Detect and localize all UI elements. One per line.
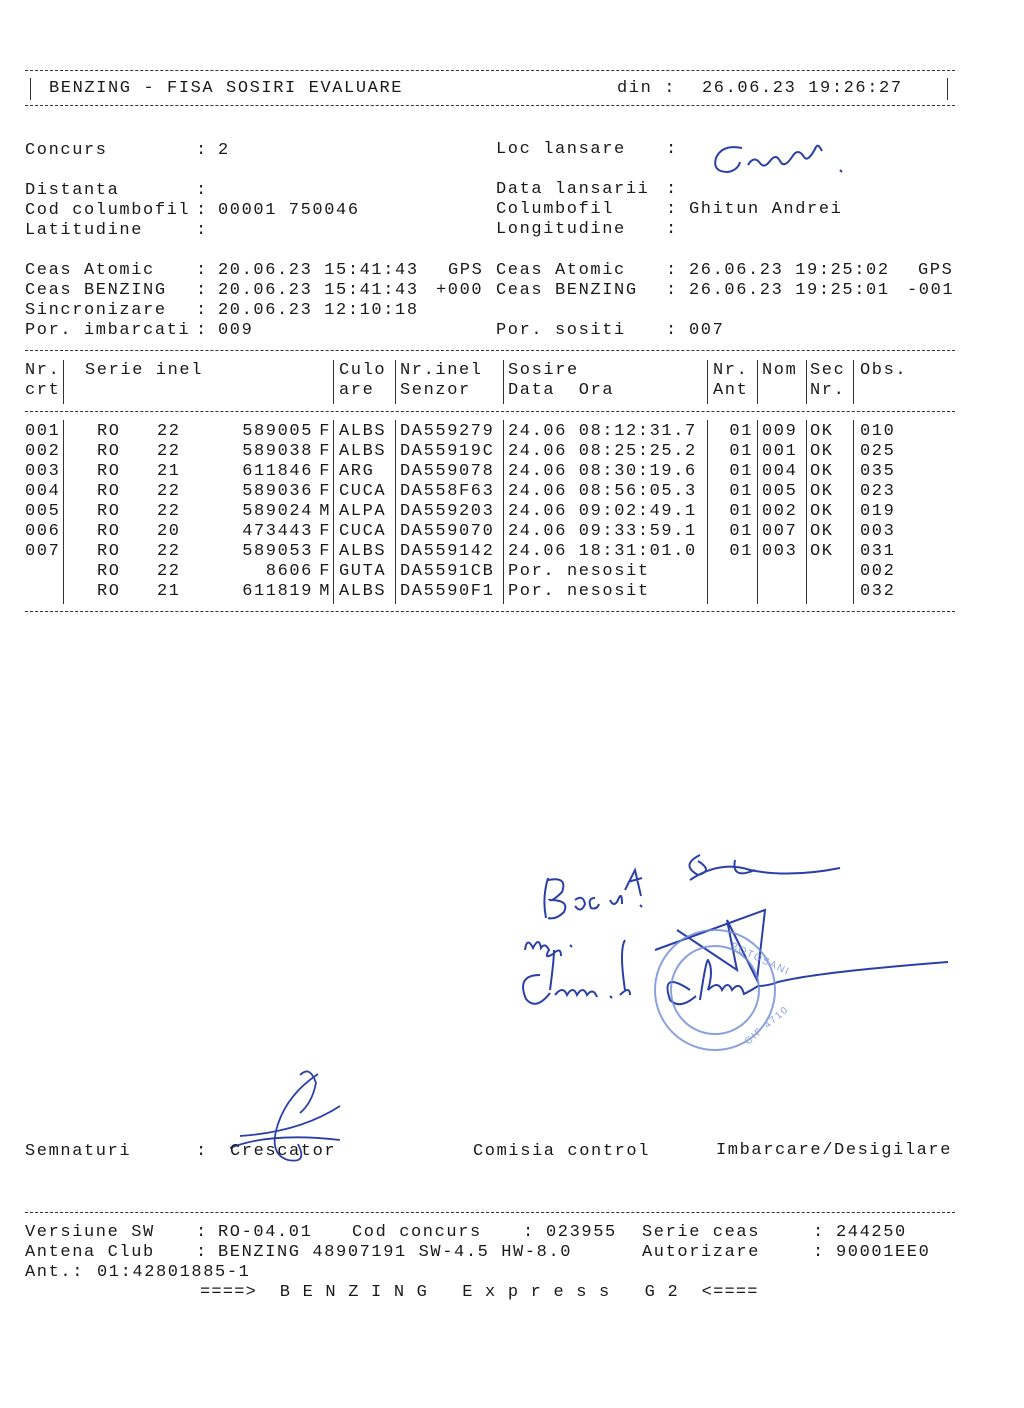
cell-nom: 004 (762, 462, 798, 481)
cell-numar: 589005 (242, 422, 313, 441)
cell-tara: RO (97, 582, 121, 601)
ceas-atomic-end-source: GPS (918, 261, 954, 280)
cell-an: 22 (157, 422, 181, 441)
cell-ant: 01 (729, 462, 753, 481)
columbofil-value: Ghitun Andrei (689, 200, 843, 219)
colon: : (666, 321, 678, 340)
colon: : (196, 181, 208, 200)
cell-sec: OK (810, 442, 834, 461)
imbarcati-value: 009 (218, 321, 254, 340)
cell-sex: F (319, 522, 331, 541)
cell-numar: 589053 (242, 542, 313, 561)
cell-obs: 032 (860, 582, 896, 601)
colon: : (196, 201, 208, 220)
imbarcare-label: Imbarcare/Desigilare (716, 1141, 953, 1160)
cell-sosire: 24.06 08:25:25.2 (508, 442, 697, 461)
cell-sec: OK (810, 422, 834, 441)
header-ant: Ant (713, 381, 749, 400)
cell-senzor: DA559279 (400, 422, 495, 441)
cell-ant: 01 (729, 542, 753, 561)
serie-ceas-value: 244250 (836, 1223, 907, 1242)
colon: : (666, 281, 678, 300)
cell-sosire: Por. nesosit (508, 562, 650, 581)
cell-senzor: DA558F63 (400, 482, 495, 501)
cell-tara: RO (97, 442, 121, 461)
cell-tara: RO (97, 562, 121, 581)
ceas-benzing-end: 26.06.23 19:25:01 (689, 281, 890, 300)
cell-ant: 01 (729, 442, 753, 461)
antena-value: BENZING 48907191 SW-4.5 HW-8.0 (218, 1243, 573, 1262)
cell-numar: 589036 (242, 482, 313, 501)
cell-nr: 003 (25, 462, 61, 481)
cell-senzor: DA5591CB (400, 562, 495, 581)
autorizare-value: 90001EE0 (836, 1243, 931, 1262)
cell-ant: 01 (729, 422, 753, 441)
svg-text:CIF 4710: CIF 4710 (742, 1004, 792, 1048)
colon: : (196, 321, 208, 340)
ant-value: 01:42801885-1 (97, 1263, 251, 1282)
cell-nom: 005 (762, 482, 798, 501)
latitudine-label: Latitudine (25, 221, 144, 240)
cell-numar: 8606 (265, 562, 313, 581)
cell-numar: 611846 (242, 462, 313, 481)
cell-sosire: 24.06 08:30:19.6 (508, 462, 697, 481)
cell-senzor: DA55919C (400, 442, 495, 461)
colon: : (196, 281, 208, 300)
serie-ceas-label: Serie ceas (642, 1223, 761, 1242)
cell-nr: 001 (25, 422, 61, 441)
cell-sec: OK (810, 542, 834, 561)
ceas-benzing-label: Ceas BENZING (25, 281, 167, 300)
ceas-atomic-label: Ceas Atomic (496, 261, 626, 280)
cell-nr: 002 (25, 442, 61, 461)
ceas-benzing-end-diff: -001 (907, 281, 955, 300)
columbofil-label: Columbofil (496, 200, 615, 219)
cell-culoare: CUCA (339, 522, 387, 541)
sincronizare-value: 20.06.23 12:10:18 (218, 301, 419, 320)
versiune-label: Versiune SW (25, 1223, 155, 1242)
document-title: BENZING - FISA SOSIRI EVALUARE (49, 79, 404, 98)
colon: : (666, 140, 678, 159)
cell-numar: 473443 (242, 522, 313, 541)
cell-sex: F (319, 422, 331, 441)
cell-obs: 023 (860, 482, 896, 501)
cell-sex: F (319, 462, 331, 481)
colon: : (666, 261, 678, 280)
cell-senzor: DA559142 (400, 542, 495, 561)
cell-an: 21 (157, 582, 181, 601)
cod-columbofil-label: Cod columbofil (25, 201, 191, 220)
header-culoare-2: are (339, 381, 375, 400)
header-sec: Sec (810, 361, 846, 380)
ceas-benzing-start: 20.06.23 15:41:43 (218, 281, 419, 300)
header-data-ora: Data Ora (508, 381, 615, 400)
cell-an: 20 (157, 522, 181, 541)
versiune-value: RO-04.01 (218, 1223, 313, 1242)
cell-sosire: 24.06 08:12:31.7 (508, 422, 697, 441)
cell-tara: RO (97, 482, 121, 501)
cell-nom: 007 (762, 522, 798, 541)
data-lansarii-label: Data lansarii (496, 180, 650, 199)
cell-culoare: ALBS (339, 542, 387, 561)
cell-obs: 010 (860, 422, 896, 441)
cell-sosire: 24.06 08:56:05.3 (508, 482, 697, 501)
handwritten-loc-signature (715, 146, 842, 172)
cell-sex: F (319, 442, 331, 461)
header-crt: crt (25, 381, 61, 400)
sincronizare-label: Sincronizare (25, 301, 167, 320)
cell-sosire: 24.06 09:33:59.1 (508, 522, 697, 541)
cell-sosire: 24.06 09:02:49.1 (508, 502, 697, 521)
cell-ant: 01 (729, 482, 753, 501)
cell-an: 22 (157, 542, 181, 561)
cell-tara: RO (97, 462, 121, 481)
cell-sec: OK (810, 482, 834, 501)
ceas-benzing-label: Ceas BENZING (496, 281, 638, 300)
benzing-banner: ====> B E N Z I N G E x p r e s s G 2 <==== (200, 1283, 759, 1302)
cell-obs: 003 (860, 522, 896, 541)
autorizare-label: Autorizare (642, 1243, 761, 1262)
cell-culoare: GUTA (339, 562, 387, 581)
colon: : (666, 220, 678, 239)
colon: : (813, 1223, 825, 1242)
cell-obs: 031 (860, 542, 896, 561)
cod-columbofil-value: 00001 750046 (218, 201, 360, 220)
header-nr: Nr. (25, 361, 61, 380)
cell-sec: OK (810, 462, 834, 481)
cod-concurs-label: Cod concurs (352, 1223, 482, 1242)
colon: : (196, 1142, 208, 1161)
ceas-atomic-end: 26.06.23 19:25:02 (689, 261, 890, 280)
cell-sosire: 24.06 18:31:01.0 (508, 542, 697, 561)
colon: : (196, 221, 208, 240)
cell-sex: M (319, 582, 331, 601)
concurs-value: 2 (218, 141, 230, 160)
cell-senzor: DA559070 (400, 522, 495, 541)
colon: : (523, 1223, 535, 1242)
cell-nr: 007 (25, 542, 61, 561)
cell-obs: 019 (860, 502, 896, 521)
cell-ant: 01 (729, 522, 753, 541)
cell-culoare: ARG (339, 462, 375, 481)
club-stamp (655, 930, 792, 1050)
comisia-control-label: Comisia control (473, 1142, 651, 1161)
header-obs: Obs. (860, 361, 908, 380)
cell-sex: F (319, 482, 331, 501)
cell-culoare: ALBS (339, 442, 387, 461)
cell-ant: 01 (729, 502, 753, 521)
cell-an: 22 (157, 442, 181, 461)
sositi-value: 007 (689, 321, 725, 340)
cell-senzor: DA559078 (400, 462, 495, 481)
cell-culoare: ALBS (339, 582, 387, 601)
cell-nom: 009 (762, 422, 798, 441)
colon: : (196, 1243, 208, 1262)
cell-sex: F (319, 562, 331, 581)
header-nr-ant: Nr. (713, 361, 749, 380)
colon: : (196, 141, 208, 160)
semnaturi-label: Semnaturi (25, 1142, 132, 1161)
header-culoare-1: Culo (339, 361, 387, 380)
commission-signatures (523, 855, 948, 1004)
cell-obs: 035 (860, 462, 896, 481)
ant-label: Ant.: (25, 1263, 85, 1282)
loc-lansare-label: Loc lansare (496, 140, 626, 159)
cell-nr: 004 (25, 482, 61, 501)
cell-obs: 002 (860, 562, 896, 581)
colon: : (666, 200, 678, 219)
cell-numar: 589024 (242, 502, 313, 521)
distanta-label: Distanta (25, 181, 120, 200)
ceas-atomic-label: Ceas Atomic (25, 261, 155, 280)
cod-concurs-value: 023955 (546, 1223, 617, 1242)
cell-culoare: CUCA (339, 482, 387, 501)
ceas-atomic-start: 20.06.23 15:41:43 (218, 261, 419, 280)
cell-tara: RO (97, 522, 121, 541)
cell-nr: 005 (25, 502, 61, 521)
print-timestamp: 26.06.23 19:26:27 (702, 79, 903, 98)
cell-numar: 589038 (242, 442, 313, 461)
cell-nr: 006 (25, 522, 61, 541)
cell-culoare: ALPA (339, 502, 387, 521)
cell-sec: OK (810, 502, 834, 521)
ceas-atomic-start-source: GPS (448, 261, 484, 280)
din-label: din : (617, 79, 677, 98)
sositi-label: Por. sositi (496, 321, 626, 340)
cell-nom: 003 (762, 542, 798, 561)
cell-an: 21 (157, 462, 181, 481)
svg-text:BOTOSANI: BOTOSANI (728, 940, 792, 978)
cell-senzor: DA559203 (400, 502, 495, 521)
cell-sex: F (319, 542, 331, 561)
cell-obs: 025 (860, 442, 896, 461)
imbarcati-label: Por. imbarcati (25, 321, 191, 340)
crescator-label: Crescator (230, 1142, 337, 1161)
colon: : (813, 1243, 825, 1262)
cell-sec: OK (810, 522, 834, 541)
header-nr-inel: Nr.inel (400, 361, 483, 380)
cell-senzor: DA5590F1 (400, 582, 495, 601)
cell-sosire: Por. nesosit (508, 582, 650, 601)
longitudine-label: Longitudine (496, 220, 626, 239)
cell-tara: RO (97, 422, 121, 441)
cell-nom: 002 (762, 502, 798, 521)
colon: : (196, 1223, 208, 1242)
concurs-label: Concurs (25, 141, 108, 160)
header-sec-nr: Nr. (810, 381, 846, 400)
header-senzor: Senzor (400, 381, 471, 400)
header-serie-inel: Serie inel (85, 361, 204, 380)
cell-nom: 001 (762, 442, 798, 461)
colon: : (196, 301, 208, 320)
cell-sex: M (319, 502, 331, 521)
antena-label: Antena Club (25, 1243, 155, 1262)
colon: : (666, 180, 678, 199)
header-sosire: Sosire (508, 361, 579, 380)
colon: : (196, 261, 208, 280)
footer-rule (25, 1212, 955, 1213)
cell-tara: RO (97, 502, 121, 521)
cell-an: 22 (157, 502, 181, 521)
cell-an: 22 (157, 482, 181, 501)
cell-culoare: ALBS (339, 422, 387, 441)
header-nom: Nom (762, 361, 798, 380)
cell-tara: RO (97, 542, 121, 561)
cell-an: 22 (157, 562, 181, 581)
cell-numar: 611819 (242, 582, 313, 601)
ceas-benzing-start-diff: +000 (436, 281, 484, 300)
